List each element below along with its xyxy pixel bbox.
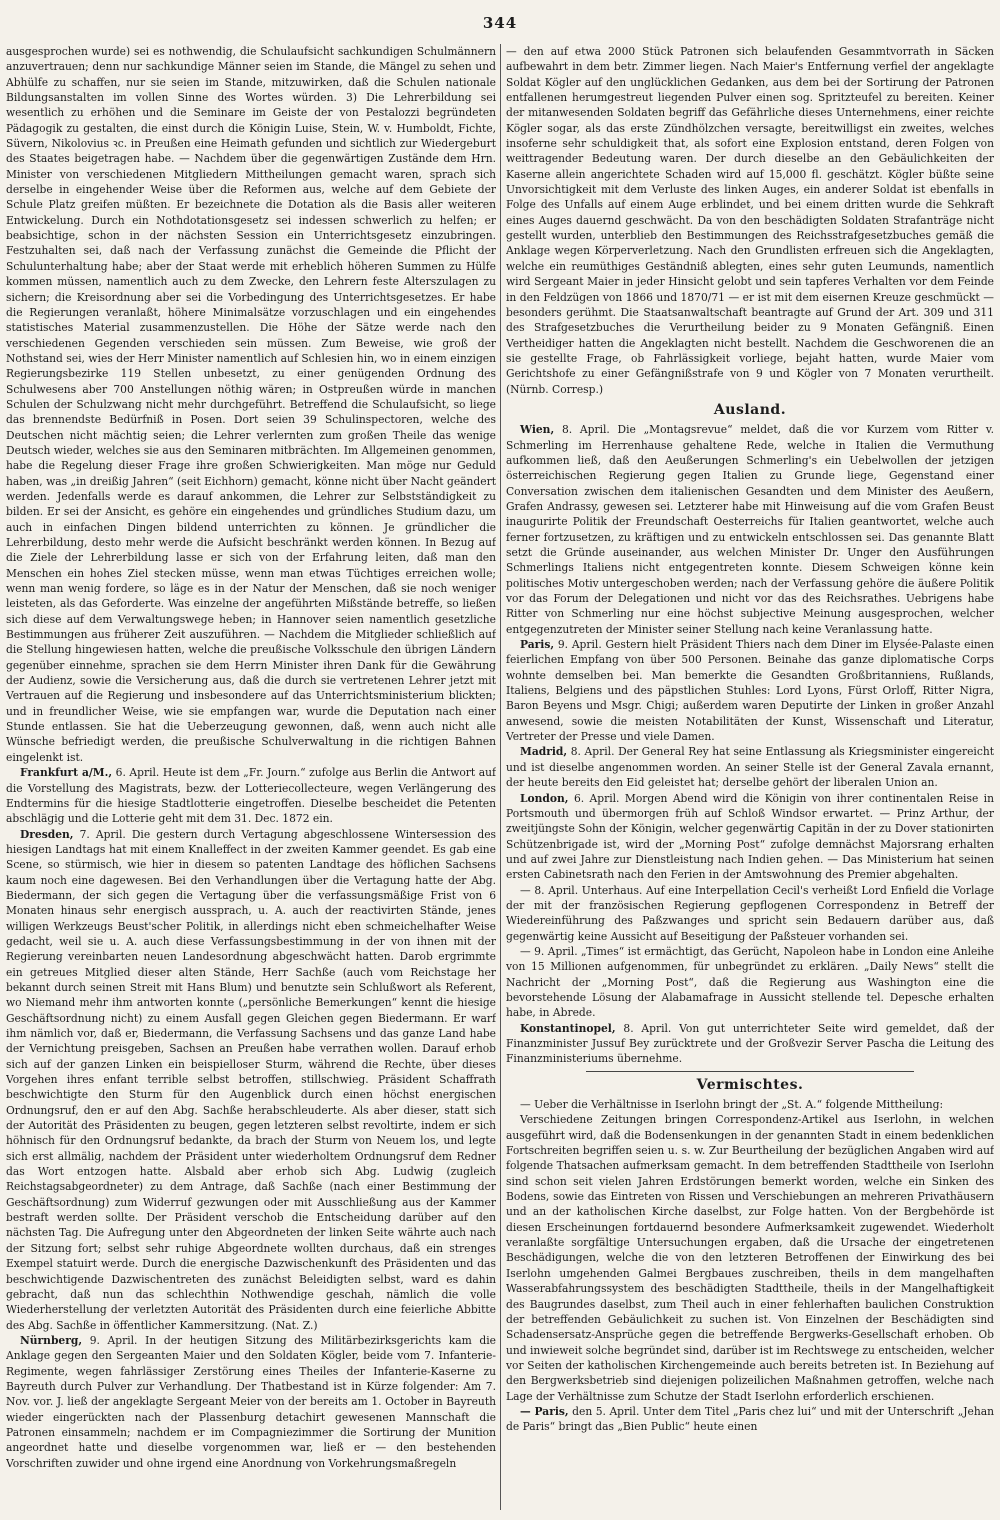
article-london (506, 791, 994, 883)
article-nuernberg (6, 1333, 496, 1471)
section-heading-ausland: Ausland. (713, 401, 787, 418)
article-london-text: 6. April. Morgen Abend wird die Königin von ihrer continentalen Reise in Portsmouth und übermorgen früh auf Schloß Windsor erwartet. — Prinz Arthur, der zweitjüngste Sohn der Königin, welcher gegenwärtig Capitän in der zu Dover stationirten Schützenbrigade ist, wird der „Morning Post“ zufolge demnächst Majorsrang erhalten und auf zwei Jahre zur Dienstleistung nach Indien gehen. — Das Ministerium hat seinen ersten Cabinetsrath nach den Ferien in der Amtswohnung des Premier abgehalten. (506, 791, 994, 882)
article-frankfurt (6, 765, 496, 826)
article-wien-text: 8. April. Die „Montagsrevue“ meldet, daß die vor Kurzem vom Ritter v. Schmerling im Herrenhause gehaltene Rede, welche in Italien die Vermuthung aufkommen ließ, daß den Aeußerungen Schmerling's ein Uebelwollen der jetzigen österreichischen Regierung gegen Italien zu Grunde liege, Gegenstand einer Conversation zwischen dem italienischen Gesandten und dem Minister des Aeußern, Grafen Andrassy, gewesen sei. Letzterer habe mit Hinweisung auf die vom Grafen Beust inaugurirte Politik der Freundschaft Oesterreichs für Italien geantwortet, welche auch ferner fortzusetzen, zu kräftigen und zu entwickeln entschlossen sei. Das genannte Blatt setzt die Gründe auseinander, aus welchen Minister Dr. Unger den Ausführungen Schmerlings Italiens nicht entgegentreten konnte. Diesem Schweigen könne kein politisches Motiv untergeschoben werden; nach der Verfassung gehöre die äußere Politik vor das Forum der Delegationen und nicht vor das des Reichsrathes. Uebrigens habe Ritter von Schmerling nur eine höchst subjective Meinung ausgesprochen, welcher entgegenzutreten der Minister seiner Stellung nach keine Veranlassung hatte. (506, 423, 994, 636)
article-wien (506, 422, 994, 637)
article-paris-chez-lui (506, 1404, 994, 1435)
dateline-konstantinopel: Konstantinopel, (520, 1021, 616, 1035)
dateline-london: London, (520, 791, 569, 805)
dateline-paris-2: — Paris, (520, 1404, 569, 1418)
article-iserlohn-intro: — Ueber die Verhältnisse in Iserlohn bringt der „St. A.“ folgende Mittheilung: (520, 1098, 944, 1112)
section-heading-vermischtes: Vermischtes. (696, 1076, 804, 1093)
dateline-frankfurt: Frankfurt a/M., (20, 766, 113, 780)
article-konstantinopel-text: 8. April. Von gut unterrichteter Seite wird gemeldet, daß der Finanzminister Jussuf Bey zurücktrete und der Großvezir Server Pascha die Leitung des Finanzministeriums übernehme. (506, 1021, 994, 1066)
dateline-wien: Wien, (520, 423, 555, 437)
column-divider (500, 44, 501, 1510)
article-konstantinopel (506, 1021, 994, 1067)
section-divider (586, 1071, 914, 1072)
article-iserlohn: Verschiedene Zeitungen bringen Correspondenz-Artikel aus Iserlohn, in welchen ausgeführt wird, daß die Bodensenkungen in der genannten Stadt in einem bedenklichen Fortschreiten begriffen seien u. s. w. Zur Beurtheilung der bezüglichen Angaben wird auf folgende Thatsachen aufmerksam gemacht. In dem betreffenden Stadttheile von Iserlohn sind schon seit vielen Jahren Erdstörungen bemerkt worden, welche ein Sinken des Bodens, sowie das Eintreten von Rissen und Verschiebungen an mehreren Privathäusern und an der katholischen Kirche daselbst, zur Folge hatten. Von der Bergbehörde ist diesen Erscheinungen fortdauernd besondere Aufmerksamkeit zugewendet. Wiederholt veranlaßte sorgfältige Untersuchungen ergaben, daß die Ursache der eingetretenen Beschädigungen, welche die von den letzteren Betroffenen der Einwirkung des bei Iserlohn umgehenden Galmei Bergbaues zuschreiben, theils in dem mangelhaften Wasserabfahrungssystem des beschädigten Stadttheile, theils in der Mangelhaftigkeit des Baugrundes daselbst, zum Theil auch in einer fehlerhaften baulichen Construktion der betreffenden Gebäulichkeit zu suchen ist. Von Einzelnen der Beschädigten sind Schadensersatz-Ansprüche gegen die betreffende Bergwerks-Gesellschaft erhoben. Ob und inwieweit solche begründet sind, darüber ist im Rechtswege zu entscheiden, welcher vor Seiten der katholischen Kirchengemeinde auch bereits betreten ist. In Beziehung auf den Bergwerksbetrieb sind diejenigen polizeilichen Maßnahmen getroffen, welche nach Lage der Verhältnisse zum Schutze der Stadt Iserlohn erforderlich erschienen. (506, 1113, 994, 1403)
article-paris-chez-lui-text: den 5. April. Unter dem Titel „Paris chez lui“ und mit der Unterschrift „Jehan de Paris“ bringt das „Bien Public“ heute einen (506, 1404, 994, 1434)
article-schulaufsicht: ausgesprochen wurde) sei es nothwendig, die Schulaufsicht sachkundigen Schulmännern anzuvertrauen; denn nur sachkundige Männer seien im Stande, die Mängel zu sehen und Abhülfe zu schaffen, nur sie seien im Stande, mitzuwirken, daß die Schulen nationale Bildungsanstalten im vollen Sinne des Wortes würden. 3) Die Lehrerbildung sei wesentlich zu erhöhen und die Seminare im Geiste der von Pestalozzi begründeten Pädagogik zu gestalten, die einst durch die Königin Luise, Stein, W. v. Humboldt, Fichte, Süvern, Nikolovius ꝛc. in Preußen eine Heimath gefunden und sichtlich zur Wiedergeburt des Staates beigetragen habe. — Nachdem über die gegenwärtigen Zustände dem Hrn. Minister von verschiedenen Mitgliedern Mittheilungen gemacht waren, sprach sich derselbe in eingehender Weise über die Reformen aus, welche auf dem Gebiete der Schule Platz greifen müßten. Er bezeichnete die Dotation als die Basis aller weiteren Entwickelung. Durch ein Nothdotationsgesetz sei indessen schwerlich zu helfen; er beabsichtige, schon in der nächsten Session ein Unterrichtsgesetz einzubringen. Festzuhalten sei, daß nach der Verfassung zunächst die Gemeinde die Pflicht der Schulunterhaltung habe; aber der Staat werde mit erheblich höheren Summen zu Hülfe kommen müssen, namentlich auch zu dem Zwecke, den Lehrern feste Alterszulagen zu sichern; die Kreisordnung aber sei die Vorbedingung des Unterrichtsgesetzes. Er habe die Regierungen veranlaßt, höhere Minimalsätze vorzuschlagen und ein eingehendes statistisches Material zusammenzustellen. Die Höhe der Sätze werde nach den verschiedenen Gegenden verschieden sein müssen. Zum Beweise, wie groß der Nothstand sei, wies der Herr Minister namentlich auf Schlesien hin, wo in einem einzigen Regierungsbezirke 119 Stellen unbesetzt, zu einer genügenden Ordnung des Schulwesens aber 700 Anstellungen nöthig wären; in Ostpreußen würde in manchen Schulen der Schulzwang nicht mehr durchgeführt. Betreffend die Schulaufsicht, so liege das brennendste Bedürfniß in Posen. Dort seien 39 Schulinspectoren, welche des Deutschen nicht mächtig seien; die Lehrer verlernten zum großen Theile das wenige Deutsch wieder, welches sie aus den Seminaren mitbrächten. Im Allgemeinen genommen, habe die Regelung dieser Frage ihre großen Schwierigkeiten. Man möge nur Geduld haben, was „in dreißig Jahren“ (seit Eichhorn) gemacht, könne nicht über Nacht geändert werden. Jedenfalls werde es darauf ankommen, die Lehrer zur Selbstständigkeit zu bilden. Er sei der Ansicht, es gehöre ein eingehendes und gründliches Studium dazu, um auch in einfachen Dingen bildend unterrichten zu können. Je gründlicher die Lehrerbildung, desto mehr werde die Aufsicht beschränkt werden können. In Bezug auf die Ziele der Lehrerbildung lasse er sich von der Erfahrung leiten, daß man den Menschen ein hohes Ziel stecken müsse, wenn man etwas Tüchtiges erreichen wolle; wenn man wenig fordere, so läge es in der Natur der Menschen, daß sie noch weniger leisteten, als das Geforderte. Was einzelne der angeführten Mißstände betreffe, so ließen sich diese auf dem Verwaltungswege heben; in Hannover seien namentlich gesetzliche Bestimmungen aus früherer Zeit auszuführen. — Nachdem die Mitglieder schließlich auf die Stellung hingewiesen hatten, welche die preußische Volksschule den übrigen Ländern gegenüber einnehme, sprachen sie dem Herrn Minister ihren Dank für die Gewährung der Audienz, sowie die Versicherung aus, daß die durch sie vertretenen Lehrer jetzt mit Vertrauen auf die Regierung und insbesondere auf das Unterrichtsministerium blickten; und in freundlicher Weise, wie sie empfangen war, wurde die Deputation nach einer Stunde entlassen. Sie hat die Ueberzeugung gewonnen, daß, wenn auch nicht alle Wünsche befriedigt werden, die preußische Schulverwaltung in die richtigen Bahnen eingelenkt ist. (6, 45, 496, 764)
dateline-nuernberg: Nürnberg, (20, 1333, 83, 1347)
article-dresden-text: 7. April. Die gestern durch Vertagung abgeschlossene Wintersession des hiesigen Landtags hat mit einem Knalleffect in der zweiten Kammer geendet. Es gab eine Scene, so stürmisch, wie hier in diesem so patenten Landtage des höflichen Sachsens kaum noch eine dagewesen. Bei den Verhandlungen über die Vertagung hatte der Abg. Biedermann, der sich gegen die Vertagung über die verfassungsmäßige Frist von 6 Monaten hinaus sehr energisch aussprach, u. A. auch der reactivirten Stände, jenes willigen Werkzeugs Beust'scher Politik, in allerdings nicht eben schmeichelhafter Weise gedacht, weil sie u. A. auch diese Verfassungsbestimmung in der von ihnen mit der Regierung vereinbarten neuen Landesordnung abgeschwächt hatten. Darob ergrimmte ein getreues Mitglied dieser alten Stände, Herr Sachße (auch vom Reichstage her bekannt durch seinen Streit mit Hans Blum) und benutzte sein Schlußwort als Referent, wo Niemand mehr ihm antworten konnte („persönliche Bemerkungen“ kennt die hiesige Geschäftsordnung nicht) zu einem Ausfall gegen Gleichen gegen Biedermann. Er warf ihm nämlich vor, daß er, Biedermann, die Verfassung Sachsens und das ganze Land habe der Vernichtung preisgeben, Sachsen an Preußen habe verrathen wollen. Darauf erhob sich auf der ganzen Linken ein beispielloser Sturm, während die Rechte, über dieses Vorgehen ihres enfant terrible selbst betroffen, stillschwieg. Präsident Schaffrath beschwichtigte den Sturm für den Augenblick durch einen höchst energischen Ordnungsruf, den er auf den Abg. Sachße herabschleuderte. Als aber dieser, statt sich der Autorität des Präsidenten zu beugen, gegen letzteren selbst revoltirte, indem er sich höhnisch für den Ordnungsruf bedankte, da brach der Sturm von Neuem los, und legte sich erst allmälig, nachdem der Präsident unter wiederholtem Ordnungsruf dem Redner das Wort entzogen hatte. Alsbald aber erhob sich Abg. Ludwig (zugleich Reichstagsabgeordneter) zu dem Antrage, daß Sachße (nach einer Bestimmung der Geschäftsordnung) zum Widerruf gezwungen oder mit Ausschließung aus der Kammer bestraft werden sollte. Der Präsident verschob die Entscheidung darüber auf den nächsten Tag. Die Aufregung unter den Abgeordneten der linken Seite währte auch nach der Sitzung fort; selbst sehr ruhige Abgeordnete wollten durchaus, daß ein strenges Exempel statuirt werde. Durch die energische Dazwischenkunft des Präsidenten und das beschwichtigende Dazwischentreten des zunächst Beleidigten selbst, ward es dahin gebracht, daß nun das schlechthin Nothwendige geschah, nämlich die volle Wiederherstellung der verletzten Autorität des Präsidenten durch eine feierliche Abbitte des Abg. Sachße in öffentlicher Kammersitzung. (Nat. Z.) (6, 827, 496, 1332)
article-nuernberg-cont: — den auf etwa 2000 Stück Patronen sich belaufenden Gesammtvorrath in Säcken aufbewahrt in dem betr. Zimmer liegen. Nach Maier's Entfernung verfiel der angeklagte Soldat Kögler auf den unglücklichen Gedanken, aus dem bei der Sortirung der Patronen entfallenen herumgestreut liegenden Pulver einen sog. Spritzteufel zu bereiten. Keiner der mitanwesenden Soldaten begriff das Gefährliche dieses Unternehmens, einer reichte Kögler sogar, als das erste Zündhölzchen versagte, bereitwilligst ein zweites, welches insoferne sehr schuldigkeit that, als sofort eine Explosion entstand, deren Folgen von weittragender Bedeutung waren. Der durch dieselbe an den Gebäulichkeiten der Kaserne allein angerichtete Schaden wird auf 15,000 fl. geschätzt. Kögler büßte seine Unvorsichtigkeit mit dem Verluste des linken Auges, ein anderer Soldat ist ebenfalls in Folge des Unfalls auf einem Auge erblindet, und bei einem dritten wurde die Sehkraft eines Auges dauernd geschwächt. Da von den beschädigten Soldaten Strafanträge nicht gestellt wurden, unterblieb den Bestimmungen des Reichsstrafgesetzbuches gemäß die Anklage wegen Körperverletzung. Nach den Grundlisten erfreuen sich die Angeklagten, welche ein reumüthiges Geständniß ablegten, eines sehr guten Leumunds, namentlich wird Sergeant Maier in jeder Hinsicht gelobt und sein tapferes Verhalten vor dem Feinde in den Feldzügen von 1866 und 1870/71 — er ist mit dem eisernen Kreuze geschmückt — besonders gerühmt. Die Staatsanwaltschaft beantragte auf Grund der Art. 309 und 311 des Strafgesetzbuches die Verurtheilung beider zu 9 Monaten Gefängniß. Einen Vertheidiger hatten die Angeklagten nicht bestellt. Nachdem die Geschworenen die an sie gestellte Frage, ob Fahrlässigkeit vorliege, bejaht hatten, wurde Maier vom Gerichtshofe zu einer Gefängnißstrafe von 9 und Kögler von 7 Monaten verurtheilt. (Nürnb. Corresp.) (506, 45, 994, 396)
article-london-unterhaus: — 8. April. Unterhaus. Auf eine Interpellation Cecil's verheißt Lord Enfield die Vorlage der mit der französischen Regierung gepflogenen Correspondenz in Betreff der Wiedereinführung des Paßzwanges und spricht sein Bedauern darüber aus, daß gegenwärtig keine Aussicht auf Beseitigung der Paßsteuer vorhanden sei. (506, 883, 994, 943)
article-madrid (506, 744, 994, 790)
dateline-paris: Paris, (520, 638, 555, 652)
article-dresden (6, 827, 496, 1333)
article-madrid-text: 8. April. Der General Rey hat seine Entlassung als Kriegsminister eingereicht und ist dieselbe angenommen worden. An seiner Stelle ist der General Zavala ernannt, der heute bereits den Eid geleistet hat; derselbe gehört der liberalen Union an. (506, 745, 994, 790)
right-column (506, 44, 994, 1510)
left-column (6, 44, 496, 1510)
article-nuernberg-text: 9. April. In der heutigen Sitzung des Militärbezirksgerichts kam die Anklage gegen den Sergeanten Maier und den Soldaten Kögler, beide vom 7. Infanterie-Regimente, wegen fahrlässiger Zerstörung eines Theiles der Infanterie-Kaserne zu Bayreuth durch Pulver zur Verhandlung. Der Thatbestand ist in Kürze folgender: Am 7. Nov. vor. J. ließ der angeklagte Sergeant Meier von der bereits am 1. October in Bayreuth wieder eingerückten nach der Plassenburg detachirt gewesenen Mannschaft die Patronen einsammeln; nachdem er im Compagniezimmer die Sortirung der Munition angeordnet hatte und dieselbe vorgenommen war, ließ er — den bestehenden Vorschriften zuwider und ohne irgend eine Anordnung von Vorkehrungsmaßregeln (6, 1333, 496, 1470)
article-paris-text: 9. April. Gestern hielt Präsident Thiers nach dem Diner im Elysée-Palaste einen feierlichen Empfang von über 500 Personen. Beinahe das ganze diplomatische Corps wohnte demselben bei. Man bemerkte die Gesandten Großbritanniens, Rußlands, Italiens, Belgiens und des päpstlichen Stuhles: Lord Lyons, Fürst Orloff, Ritter Nigra, Baron Beyens und Msgr. Chigi; außerdem waren Deputirte der Linken in großer Anzahl anwesend, sowie die meisten Notabilitäten der Kunst, Wissenschaft und Literatur, Vertreter der Presse und viele Damen. (506, 638, 994, 744)
dateline-madrid: Madrid, (520, 745, 568, 759)
article-paris (506, 637, 994, 744)
article-frankfurt-text: 6. April. Heute ist dem „Fr. Journ.“ zufolge aus Berlin die Antwort auf die Vorstellung des Magistrats, bezw. der Lotteriecollecteure, wegen Verlängerung des Endtermins für die hiesige Stadtlotterie eingetroffen. Dieselbe bescheidet die Petenten abschlägig und die Lotterie geht mit dem 31. Dec. 1872 ein. (6, 766, 496, 826)
article-london-times: — 9. April. „Times“ ist ermächtigt, das Gerücht, Napoleon habe in London eine Anleihe von 15 Millionen aufgenommen, für unbegründet zu erklären. „Daily News“ stellt die Nachricht der „Morning Post“, daß die Regierung aus Washington eine die bevorstehende Lösung der Alabamafrage in Aussicht stellende tel. Depesche erhalten habe, in Abrede. (506, 944, 994, 1020)
page-number: 344 (482, 14, 518, 32)
dateline-dresden: Dresden, (20, 827, 74, 841)
